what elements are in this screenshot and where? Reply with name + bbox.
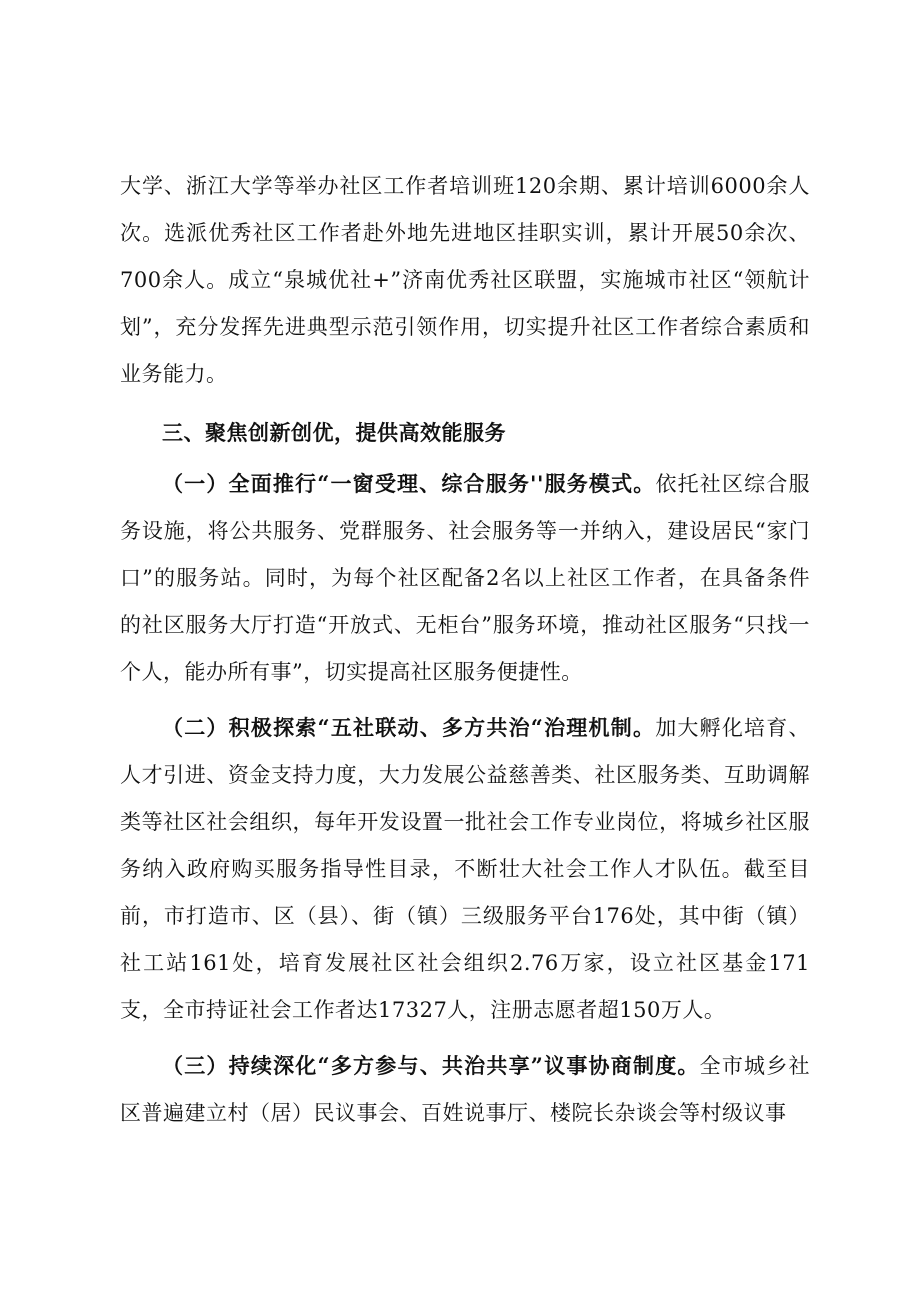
- spacer: [120, 1034, 810, 1042]
- paragraph-subsection-two: [120, 704, 810, 1034]
- paragraph-subsection-one: [120, 460, 810, 696]
- subsection-two-title: （二）积极探索“五社联动、多方共治“治理机制。: [162, 715, 656, 740]
- spacer: [120, 398, 810, 406]
- document-body: [120, 163, 810, 1137]
- section-heading-three: 三、聚焦创新创优，提供高效能服务: [162, 421, 506, 445]
- subsection-two-body: 加大孵化培育、人才引进、资金支持力度，大力发展公益慈善类、社区服务类、互助调解类等社区社会组织，每年开发设置一批社会工作专业岗位，将城乡社区服务纳入政府购买服务指导性目录，不断壮大社会工作人才队伍。截至目前，市打造市、区（县）、街（镇）三级服务平台176处，其中街（镇）社工站161处，培育发展社区社会组织2.76万家，设立社区基金171支，全市持证社会工作者达17327人，注册志愿者超150万人。: [120, 716, 810, 1022]
- spacer: [120, 696, 810, 704]
- paragraph-subsection-three: [120, 1042, 810, 1137]
- paragraph-training-continuation: 大学、浙江大学等举办社区工作者培训班120余期、累计培训6000余人次。选派优秀社区工作者赴外地先进地区挂职实训，累计开展50余次、700余人。成立“泉城优社+”济南优秀社区联盟，实施城市社区“领航计划”，充分发挥先进典型示范引领作用，切实提升社区工作者综合素质和业务能力。: [120, 174, 810, 386]
- subsection-one-title: （一）全面推行“一窗受理、综合服务''服务模式。: [162, 471, 656, 496]
- subsection-one-body: 依托社区综合服务设施，将公共服务、党群服务、社会服务等一并纳入，建设居民“家门口”的服务站。同时，为每个社区配备2名以上社区工作者，在具备条件的社区服务大厅打造“开放式、无柜台”服务环境，推动社区服务“只找一个人，能办所有事”，切实提高社区服务便捷性。: [120, 472, 811, 684]
- subsection-three-body: 全市城乡社区普遍建立村（居）民议事会、百姓说事厅、楼院长杂谈会等村级议事: [120, 1054, 810, 1125]
- subsection-three-title: （三）持续深化“多方参与、共治共享”议事协商制度。: [162, 1053, 700, 1078]
